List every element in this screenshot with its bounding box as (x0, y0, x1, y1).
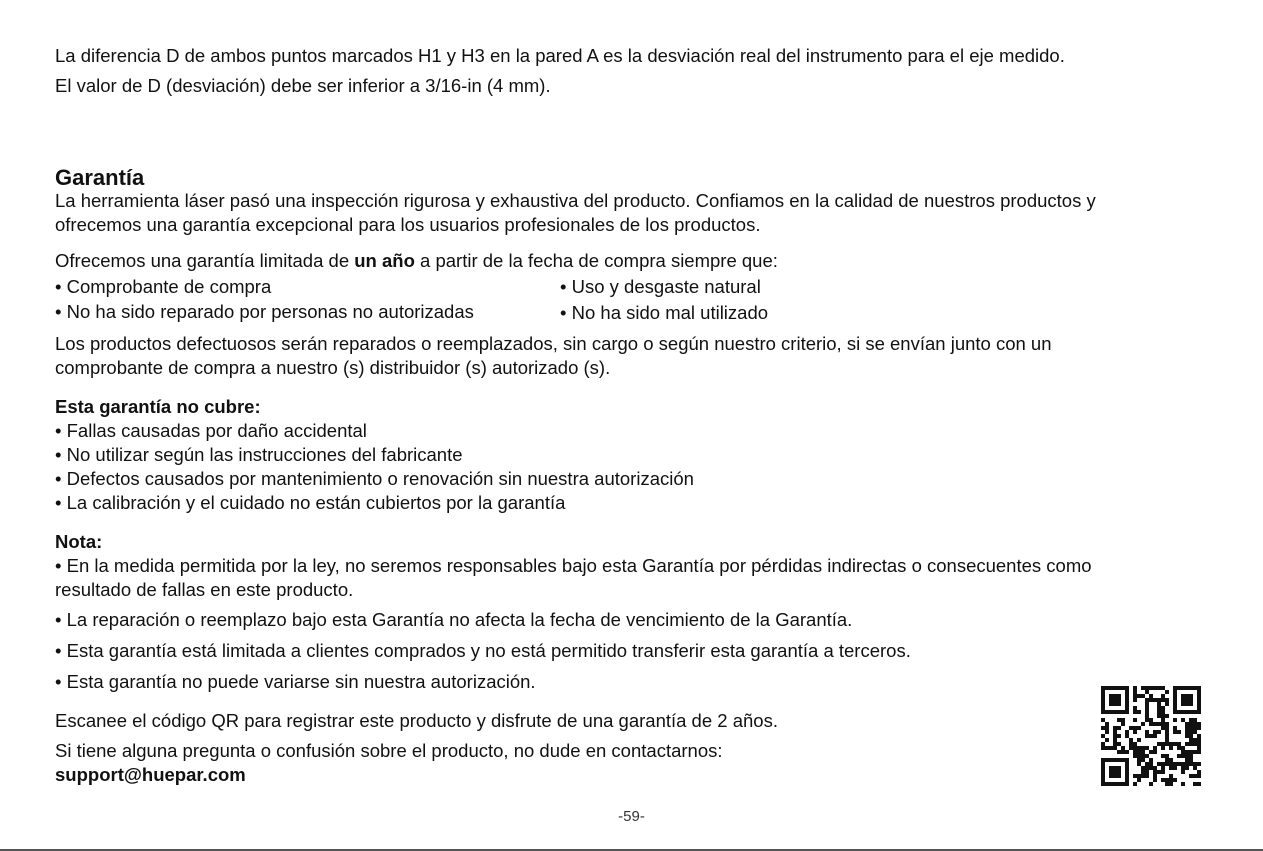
warranty-intro-paragraph (55, 189, 1096, 237)
contact-text: Si tiene alguna pregunta o confusión sobre el producto, no dude en contactarnos: (55, 740, 723, 761)
note-title: Nota: (55, 531, 103, 552)
not-covered-item: • Fallas causadas por daño accidental (55, 420, 367, 441)
offer-text: a partir de la fecha de compra siempre que: (414, 250, 778, 271)
condition-item: • No ha sido mal utilizado (560, 302, 769, 323)
condition-item: • Uso y desgaste natural (560, 276, 761, 297)
note-item: • En la medida permitida por la ley, no seremos responsables bajo esta Garantía por pérdidas indirectas o consecuentes como (55, 555, 1092, 576)
not-covered-item: • No utilizar según las instrucciones del fabricante (55, 444, 463, 465)
note-item: • La reparación o reemplazo bajo esta Garantía no afecta la fecha de vencimiento de la Garantía. (55, 609, 853, 630)
offer-text: Ofrecemos una garantía limitada de (55, 250, 355, 271)
condition-item: • No ha sido reparado por personas no autorizadas (55, 301, 474, 322)
registration-section (55, 709, 778, 787)
paragraph-line: comprobante de compra a nuestro (s) distribuidor (s) autorizado (s). (55, 357, 611, 378)
offer-duration: un año (354, 250, 415, 271)
paragraph-line: ofrecemos una garantía excepcional para los usuarios profesionales de los productos. (55, 214, 761, 235)
not-covered-title: Esta garantía no cubre: (55, 396, 261, 417)
paragraph-line: La herramienta láser pasó una inspección rigurosa y exhaustiva del producto. Confiamos en la calidad de nuestros productos y (55, 190, 1096, 211)
scan-qr-text: Escanee el código QR para registrar este producto y disfrute de una garantía de 2 años. (55, 710, 778, 731)
note-section (55, 530, 1092, 694)
note-item-continued: resultado de fallas en este producto. (55, 579, 354, 600)
note-item: • Esta garantía no puede variarse sin nuestra autorización. (55, 671, 536, 692)
not-covered-item: • La calibración y el cuidado no están cubiertos por la garantía (55, 492, 566, 513)
not-covered-section (55, 395, 694, 515)
intro-line-1: La diferencia D de ambos puntos marcados H1 y H3 en la pared A es la desviación real del instrumento para el eje medido. (55, 45, 1065, 66)
note-item: • Esta garantía está limitada a clientes comprados y no está permitido transferir esta garantía a terceros. (55, 640, 911, 661)
paragraph-line: Los productos defectuosos serán reparados o reemplazados, sin cargo o según nuestro criterio, si se envían junto con un (55, 333, 1052, 354)
qr-code-icon (1101, 686, 1201, 786)
page-number: -59- (618, 808, 645, 825)
section-title: Garantía (55, 165, 145, 190)
repair-paragraph (55, 332, 1052, 380)
support-email-link[interactable]: support@huepar.com (55, 764, 246, 785)
condition-item: • Comprobante de compra (55, 276, 272, 297)
intro-line-2: El valor de D (desviación) debe ser inferior a 3/16-in (4 mm). (55, 75, 551, 96)
intro-text (55, 44, 1065, 98)
warranty-offer (55, 249, 778, 273)
conditions-list (55, 275, 1055, 325)
not-covered-item: • Defectos causados por mantenimiento o renovación sin nuestra autorización (55, 468, 694, 489)
